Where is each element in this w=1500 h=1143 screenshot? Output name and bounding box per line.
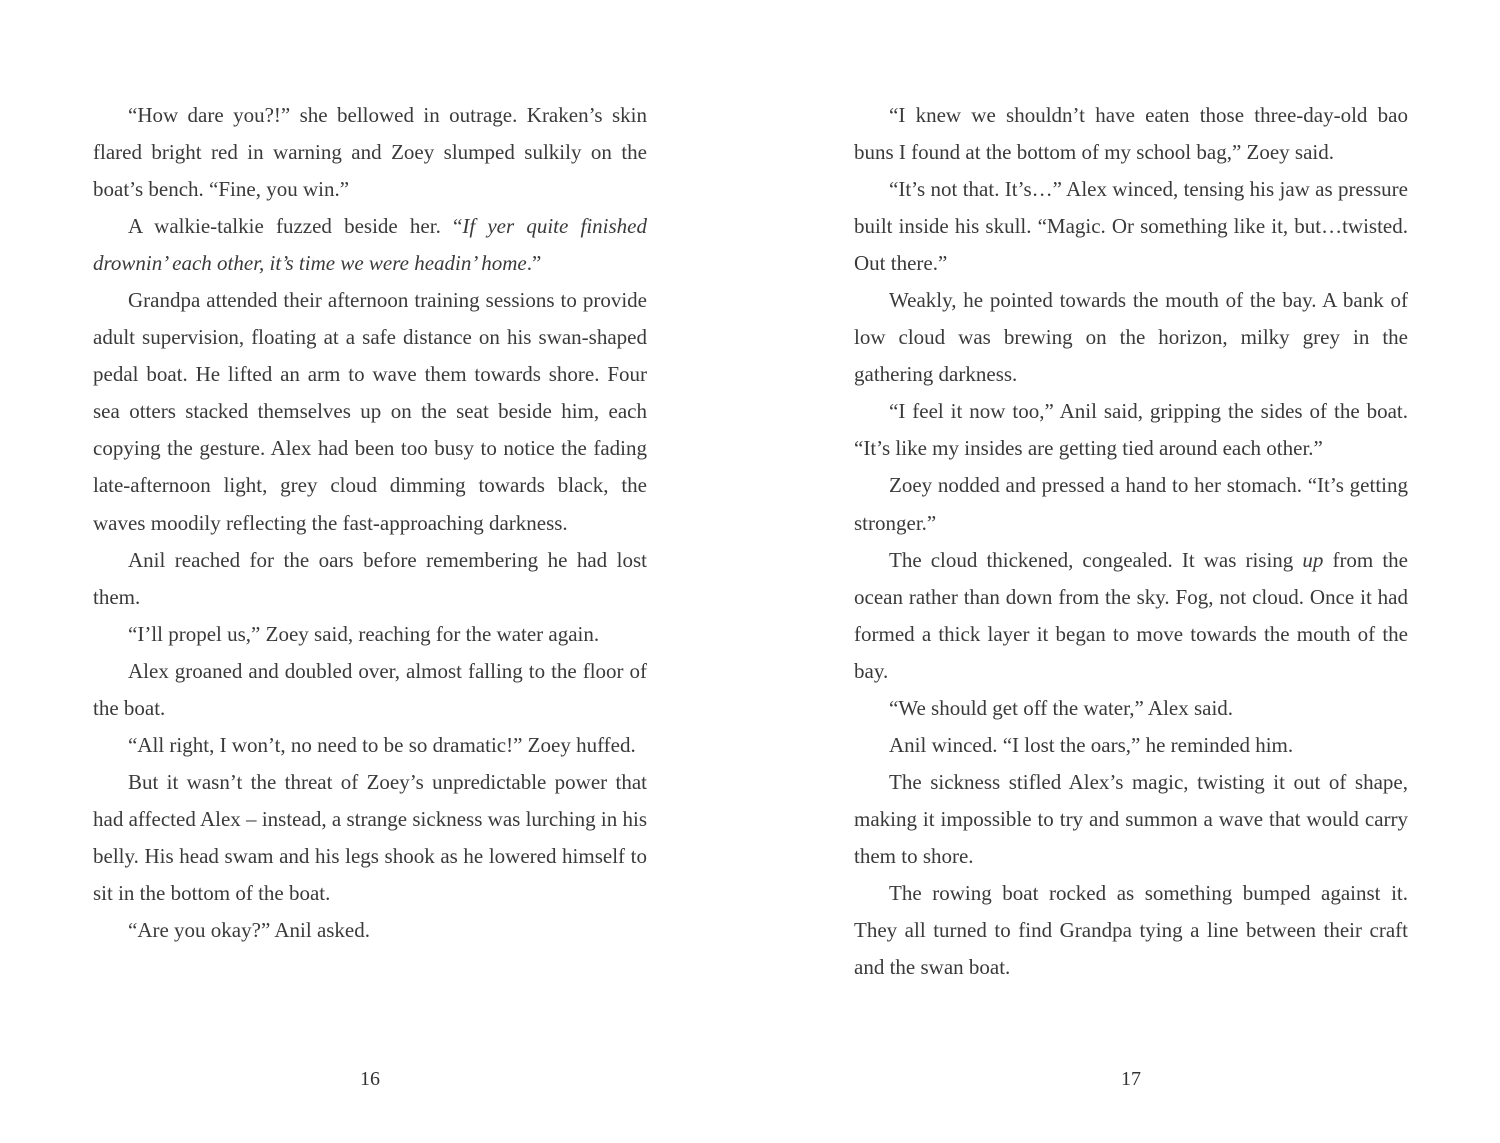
paragraph: “I feel it now too,” Anil said, gripping the sides of the boat. “It’s like my insides are getting tied around each other.”	[854, 399, 1408, 461]
paragraph: “We should get off the water,” Alex said.	[889, 695, 1234, 720]
page-number: 17	[1121, 1068, 1141, 1090]
paragraph: The sickness stifled Alex’s magic, twisting it out of shape, making it impossible to try and summon a wave that would carry them to shore.	[854, 769, 1408, 868]
paragraph: Zoey nodded and pressed a hand to her stomach. “It’s getting stronger.”	[854, 473, 1408, 535]
paragraph: Anil reached for the oars before remembering he had lost them.	[93, 547, 647, 609]
walkie-talkie-quote: If yer quite finished drownin’ each other, it’s time we were headin’ home	[93, 214, 647, 276]
paragraph-text: A walkie-talkie fuzzed beside her. “	[128, 214, 463, 239]
right-page	[750, 0, 1500, 1143]
paragraph: Weakly, he pointed towards the mouth of the bay. A bank of low cloud was brewing on the horizon, milky grey in the gathering darkness.	[854, 288, 1408, 387]
paragraph: “All right, I won’t, no need to be so dramatic!” Zoey huffed.	[128, 732, 636, 757]
paragraph: “How dare you?!” she bellowed in outrage. Kraken’s skin flared bright red in warning and Zoey slumped sulkily on the boat’s bench. “Fine, you win.”	[93, 103, 647, 202]
paragraph-text: The cloud thickened, congealed. It was rising	[889, 547, 1303, 572]
paragraph: But it wasn’t the threat of Zoey’s unpredictable power that had affected Alex – instead, a strange sickness was lurching in his belly. His head swam and his legs shook as he lowered himself to sit in the bottom of the boat.	[93, 769, 647, 905]
right-page-text	[854, 97, 1408, 986]
paragraph	[854, 542, 1408, 690]
paragraph: Grandpa attended their afternoon training sessions to provide adult supervision, floating at a safe distance on his swan-shaped pedal boat. He lifted an arm to wave them towards shore. Four sea otters stacked themselves up on the seat beside him, each copying the gesture. Alex had been too busy to notice the fading late-afternoon light, grey cloud dimming towards black, the waves moodily reflecting the fast-approaching darkness.	[93, 288, 647, 535]
paragraph	[93, 208, 647, 282]
paragraph: Alex groaned and doubled over, almost falling to the floor of the boat.	[93, 658, 647, 720]
paragraph: The rowing boat rocked as something bumped against it. They all turned to find Grandpa tying a line between their craft and the swan boat.	[854, 880, 1408, 980]
paragraph: “I knew we shouldn’t have eaten those three-day-old bao buns I found at the bottom of my school bag,” Zoey said.	[854, 103, 1408, 165]
paragraph: “Are you okay?” Anil asked.	[128, 918, 371, 943]
paragraph: “It’s not that. It’s…” Alex winced, tensing his jaw as pressure built inside his skull. “Magic. Or something like it, but…twisted. Out there.”	[854, 177, 1408, 276]
emphasis: up	[1302, 547, 1324, 572]
paragraph: Anil winced. “I lost the oars,” he reminded him.	[889, 732, 1294, 757]
paragraph-text: .”	[526, 251, 542, 276]
paragraph: “I’ll propel us,” Zoey said, reaching for the water again.	[128, 621, 600, 646]
paragraph-text: from the ocean rather than down from the sky. Fog, not cloud. Once it had formed a thick layer it began to move towards the mouth of the bay.	[854, 547, 1408, 683]
page-number: 16	[360, 1068, 380, 1090]
left-page-text	[93, 97, 647, 949]
